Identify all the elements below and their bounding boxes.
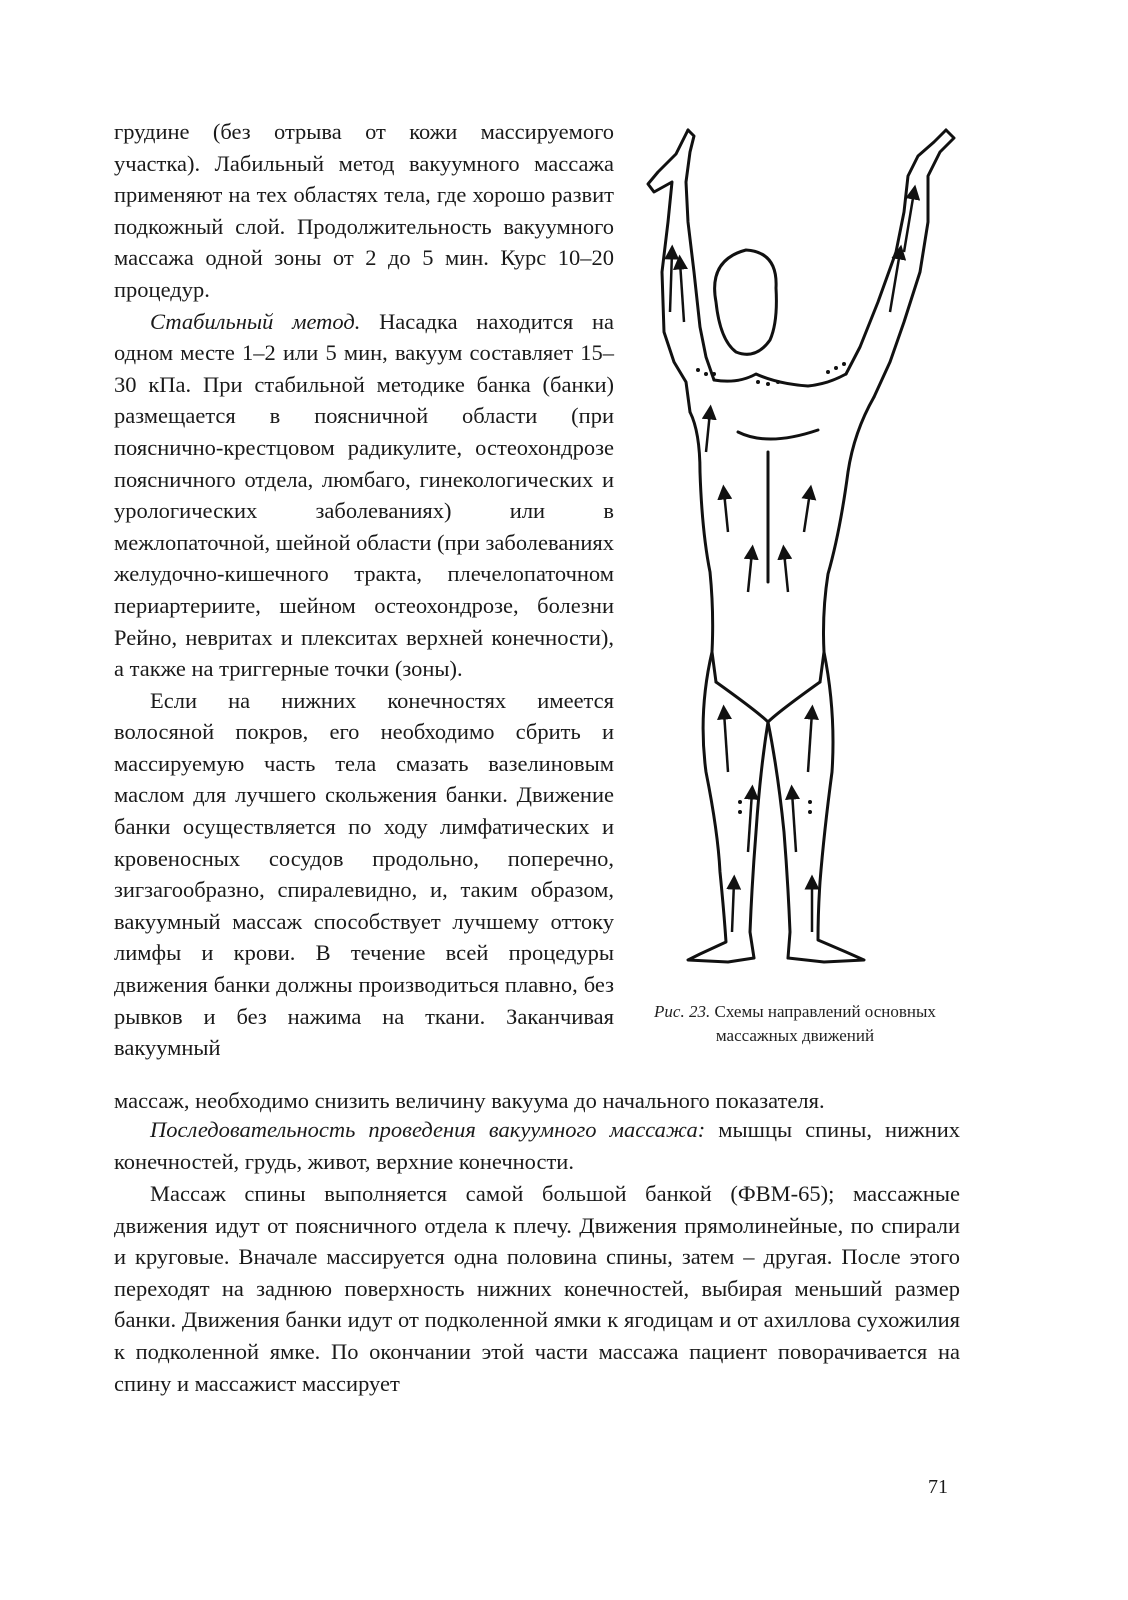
page-number: 71 [928, 1476, 948, 1498]
paragraph-5-text: Массаж спины выполняется самой большой банкой (ФВМ-65); массажные движения идут от поясничного отдела к плечу. Движения прямолинейные, по спирали и круговые. Вначале массируется одна половина спины, затем – другая. После этого переходят на заднюю поверхность нижних конечностей, выбирая меньший размер банки. Движения банки идут от подколенной ямки к ягодицам и от ахиллова сухожилия к подколенной ямке. По окончании этой части массажа пациент поворачивается на спину и массажист массирует [114, 1181, 960, 1396]
figure-caption-text: Схемы направлений основных массажных движений [710, 1002, 936, 1045]
term-stable-method: Стабильный метод. [150, 308, 361, 334]
paragraph-5 [114, 1178, 960, 1399]
paragraph-2-text: Насадка находится на одном месте 1–2 или 5 мин, вакуум составляет 15–30 кПа. При стабильной методике банка (банки) размещается в поясничной области (при пояснично-крестцовом радикулите, остеохондрозе поясничного отдела, люмбаго, гинекологических и урологических заболеваниях) или в межлопаточной, шейной области (при заболеваниях желудочно-кишечного тракта, плечелопаточном периартериите, шейном остеохондрозе, болезни Рейно, невритах и плекситах верхней конечности), а также на триггерные точки (зоны). [114, 308, 614, 682]
paragraph-3-end [114, 1085, 960, 1117]
term-sequence: Последовательность проведения вакуумного массажа: [150, 1117, 706, 1142]
left-text-column [114, 116, 614, 1064]
paragraph-3-continuation: массаж, необходимо снизить величину вакуума до начального показателя. [114, 1088, 825, 1113]
human-figure-icon [628, 112, 968, 972]
figure-caption [636, 1000, 954, 1048]
paragraph-4 [114, 1114, 960, 1177]
massage-figure [628, 112, 968, 972]
figure-caption-label: Рис. 23. [654, 1002, 711, 1021]
paragraph-3: Если на нижних конечностях имеется волосяной покров, его необходимо сбрить и массируемую часть тела смазать вазелиновым маслом для лучшего скольжения банки. Движение банки осуществляется по ходу лимфатических и кровеносных сосудов продольно, поперечно, зигзагообразно, спиралевидно, и, таким образом, вакуумный массаж способствует лучшему оттоку лимфы и крови. В течение всей процедуры движения банки должны производиться плавно, без рывков и без нажима на ткани. Заканчивая вакуумный [114, 687, 614, 1061]
paragraph-1: грудине (без отрыва от кожи массируемого участка). Лабильный метод вакуумного массажа применяют на тех областях тела, где хорошо развит подкожный слой. Продолжительность вакуумного массажа одной зоны от 2 до 5 мин. Курс 10–20 процедур. [114, 119, 614, 302]
paragraph-4-text: мышцы спины, нижних конечностей, грудь, живот, верхние конечности. [114, 1117, 961, 1174]
paragraph-2 [114, 306, 614, 685]
